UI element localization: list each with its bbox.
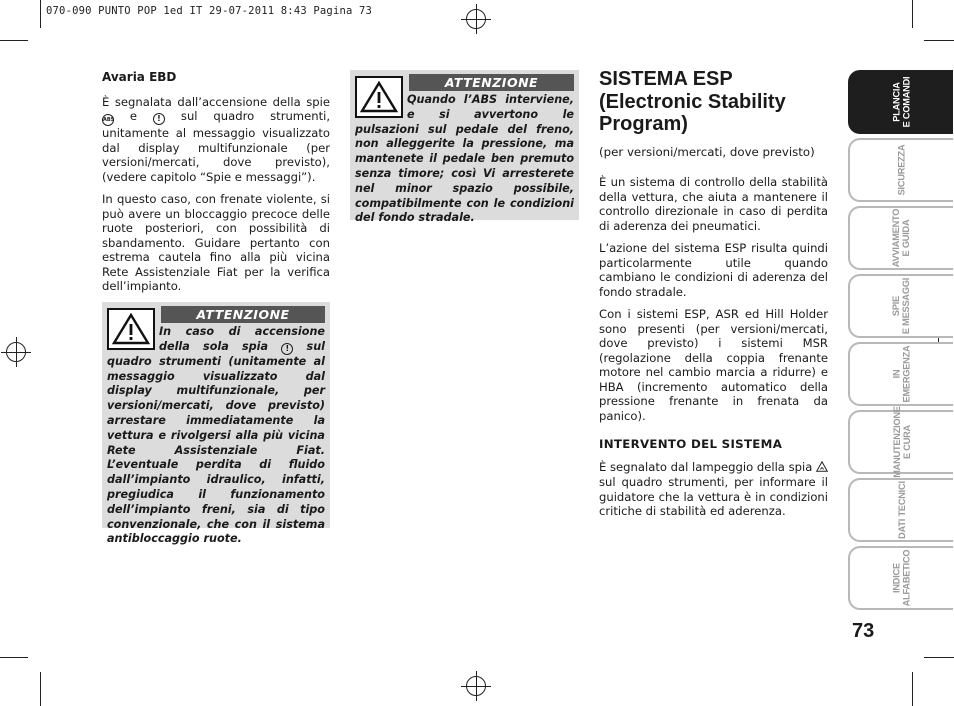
text-span: È segnalata dall’accensione della spie (102, 94, 330, 109)
tab-indice-alfabetico[interactable] (848, 546, 953, 610)
tab-emergenza[interactable] (848, 342, 953, 406)
registration-mark-icon (466, 9, 486, 29)
tab-label: IN EMERGENZA (891, 345, 912, 403)
paragraph: L’azione del sistema ESP risulta quindi particolarmente utile quando cambiano le condizioni di aderenza del fondo stradale. (599, 241, 828, 299)
text-span: È segnalato dal lampeggio della spia (599, 459, 813, 474)
tab-avviamento-guida[interactable] (848, 206, 953, 270)
warning-box (102, 302, 330, 546)
warning-title: ATTENZIONE (409, 74, 574, 91)
text-span: sul quadro strumenti (unitamente al messaggio visualizzato dal display multifunzionale, per versioni/mercati, dove previsto) arrestare immediatamente la vettura e rivolgersi alla più vicina Rete Assistenziale Fiat. L’eventuale perdita di fluido dall’impianto idraulico, infatti, pregiudica il funzionamento dell’impianto freni, sia di tipo convenzionale, che con il sistema antibloccaggio ruote. (107, 339, 325, 546)
print-slug: 070-090 PUNTO POP 1ed IT 29-07-2011 8:43 Pagina 73 (46, 5, 373, 17)
paragraph: In questo caso, con frenate violente, si può avere un bloccaggio precoce delle ruote posteriori, con possibilità di sbandamento. Guidare pertanto con estrema cautela fino alla più vicina Rete Assistenziale Fiat per la verifica dell’impianto. (102, 192, 330, 293)
column-esp (599, 68, 828, 527)
brake-lamp-icon: ! (153, 113, 165, 125)
warning-body (107, 323, 325, 547)
chapter-tabs (848, 70, 953, 614)
tab-label: INDICE ALFABETICO (891, 549, 912, 607)
warning-box (350, 70, 579, 225)
crop-mark (0, 657, 28, 658)
crop-mark (912, 0, 913, 28)
esp-lamp-icon (816, 461, 828, 476)
crop-mark (0, 40, 28, 41)
tab-manutenzione-cura[interactable] (848, 406, 953, 478)
registration-mark-icon (466, 676, 486, 696)
warning-text: Quando l’ABS interviene, e si avvertono le pulsazioni sul pedale del freno, non alleggerite la pressione, ma mantenete il pedale ben premuto senza timore; così Vi arresterete nel minor spazio possibile, compatibilmente con le condizioni del fondo stradale. (355, 93, 574, 225)
page-subtitle: (per versioni/mercati, dove previsto) (599, 144, 815, 159)
tab-label: PLANCIA E COMANDI (891, 76, 912, 128)
tab-sicurezza[interactable] (848, 138, 953, 202)
tab-dati-tecnici[interactable] (848, 478, 953, 542)
tab-spie-messaggi[interactable] (848, 274, 953, 338)
tab-label: SPIE E MESSAGGI (891, 277, 912, 335)
tab-label: AVVIAMENTO E GUIDA (891, 208, 912, 268)
brake-lamp-icon: ! (281, 343, 293, 355)
title-line: SISTEMA ESP (599, 68, 733, 90)
registration-mark-icon (6, 342, 26, 362)
tab-label: MANUTENZIONE E CURA (891, 406, 912, 478)
crop-mark (924, 657, 954, 658)
crop-mark (40, 672, 41, 706)
warning-body (355, 91, 574, 226)
warning-title: ATTENZIONE (161, 306, 325, 323)
tab-label: SICUREZZA (896, 144, 907, 196)
page-title (599, 68, 828, 136)
warning-triangle-icon (355, 76, 403, 118)
tab-plancia-comandi[interactable] (848, 70, 953, 134)
section-heading: Avaria EBD (102, 70, 177, 84)
text-span: In caso di accensione della sola spia (159, 325, 325, 353)
abs-lamp-icon: ABS (102, 114, 114, 126)
title-line: Program) (599, 113, 688, 135)
title-line: (Electronic Stability (599, 90, 786, 113)
section-heading: INTERVENTO DEL SISTEMA (599, 437, 783, 451)
paragraph (599, 460, 828, 519)
page-number: 73 (852, 620, 875, 642)
text-span: sul quadro strumenti, unitamente al messaggio visualizzato dal display multifunzionale (per versioni/mercati, dove previsto), (vedere capitolo “Spie e messaggi”). (102, 109, 331, 184)
text-span: sul quadro strumenti, per informare il guidatore che la vettura è in condizioni critiche di stabilità ed aderenza. (599, 475, 828, 518)
paragraph: È un sistema di controllo della stabilità della vettura, che aiuta a mantenere il controllo direzionale in caso di perdita di aderenza dei pneumatici. (599, 175, 828, 233)
crop-mark (924, 40, 954, 41)
crop-mark (40, 0, 41, 28)
warning-triangle-icon (107, 308, 155, 350)
column-ebd-failure (102, 70, 330, 302)
warning-text (107, 325, 325, 547)
text-span: e (129, 109, 138, 123)
crop-mark (912, 672, 913, 706)
paragraph (102, 95, 330, 185)
tab-label: DATI TECNICI (896, 481, 907, 539)
paragraph: Con i sistemi ESP, ASR ed Hill Holder sono presenti (per versioni/mercati, dove previsto) i sistemi MSR (regolazione della coppia frenante motore nel cambio marcia a ridurre) e HBA (incremento automatico della pressione frenante in frenata da panico). (599, 307, 828, 423)
